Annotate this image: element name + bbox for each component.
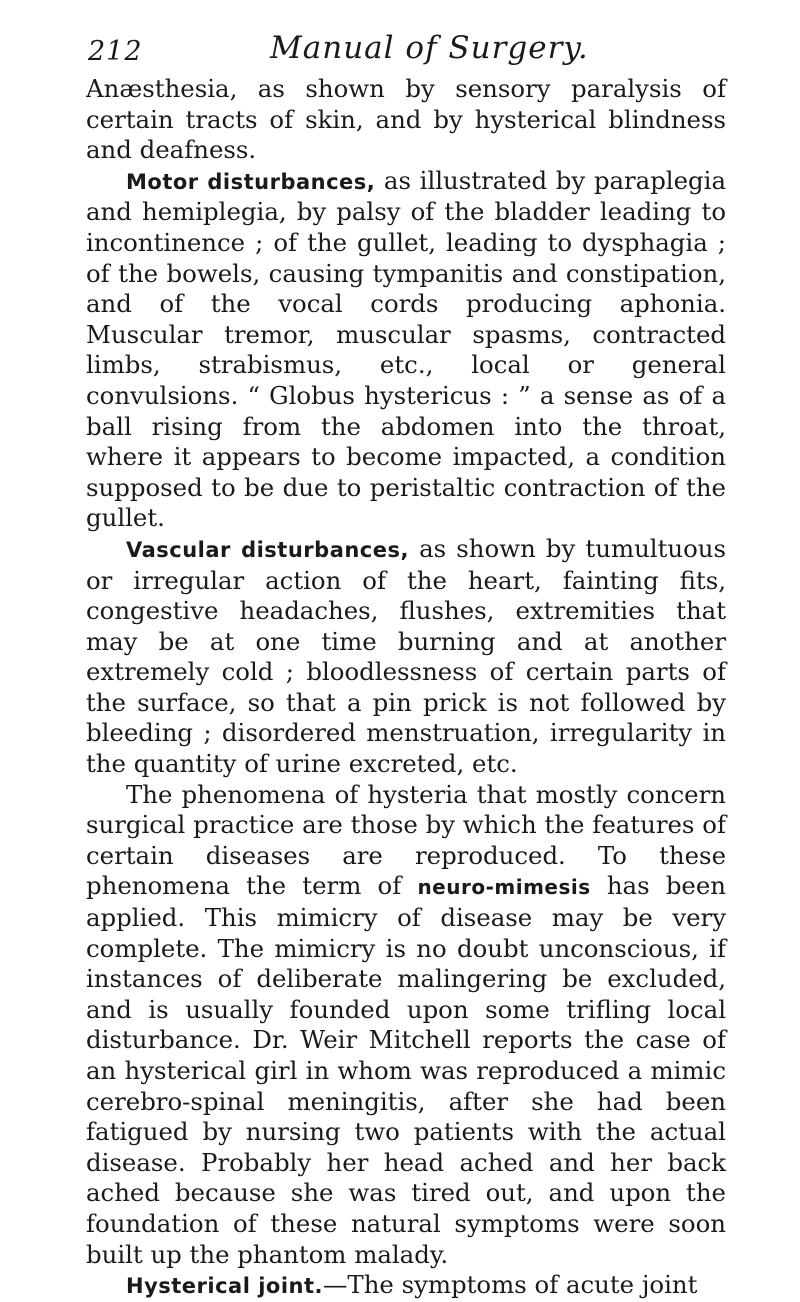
term-neuro-mimesis: neuro-mimesis xyxy=(417,875,591,900)
hysterical-joint-paragraph xyxy=(86,1270,726,1302)
paragraph-text: —The symptoms of acute joint xyxy=(323,1270,698,1300)
page-body xyxy=(86,74,726,1302)
motor-disturbances-paragraph xyxy=(86,166,726,534)
section-heading-vascular: Vascular disturbances, xyxy=(126,537,409,562)
running-title: Manual of Surgery. xyxy=(270,30,589,66)
paragraph-text: as illustrated by paraplegia and hemiplegia, by palsy of the bladder leading to incontinence ; of the gullet, leading to dysphagia ; of the bowels, causing tympanitis and constipation, and of the vocal cords producing aphonia. Muscular tremor, muscular spasms, contracted limbs, strabismus, etc., local or general convulsions. “ Globus hystericus : ” a sense as of a ball rising from the abdomen into the throat, where it appears to become impacted, a condition supposed to be due to peristaltic contraction of the gullet. xyxy=(86,165,726,533)
neuro-mimesis-paragraph xyxy=(86,780,726,1271)
page-number: 212 xyxy=(88,36,143,67)
section-heading-motor: Motor disturbances, xyxy=(126,169,376,194)
paragraph-text: has been applied. This mimicry of disease may be very complete. The mimicry is no doubt unconscious, if instances of deliberate malingering be excluded, and is usually founded upon some trifling local disturbance. Dr. Weir Mitchell reports the case of an hysterical girl in whom was reproduced a mimic cerebro-spinal meningitis, after she had been fatigued by nursing two patients with the actual disease. Probably her head ached and her back ached because she was tired out, and upon the foundation of these natural symptoms were soon built up the phantom malady. xyxy=(86,871,727,1269)
anaesthesia-paragraph xyxy=(86,74,726,166)
paragraph-text: as shown by tumultuous or irregular action of the heart, fainting fits, congestive headaches, flushes, extremities that may be at one time burning and at another extremely cold ; bloodlessness of certain parts of the surface, so that a pin prick is not followed by bleeding ; disordered menstruation, irregularity in the quantity of urine excreted, etc. xyxy=(86,533,726,779)
vascular-disturbances-paragraph xyxy=(86,534,726,780)
paragraph-text: The phenomena of hysteria that mostly concern surgical practice are those by which the features of certain diseases are reproduced. To these phenomena the term of xyxy=(86,779,726,901)
section-heading-hysterical-joint: Hysterical joint. xyxy=(126,1274,324,1299)
paragraph-text: Anæsthesia, as shown by sensory paralysis of certain tracts of skin, and by hysterical blindness and deafness. xyxy=(86,74,726,165)
